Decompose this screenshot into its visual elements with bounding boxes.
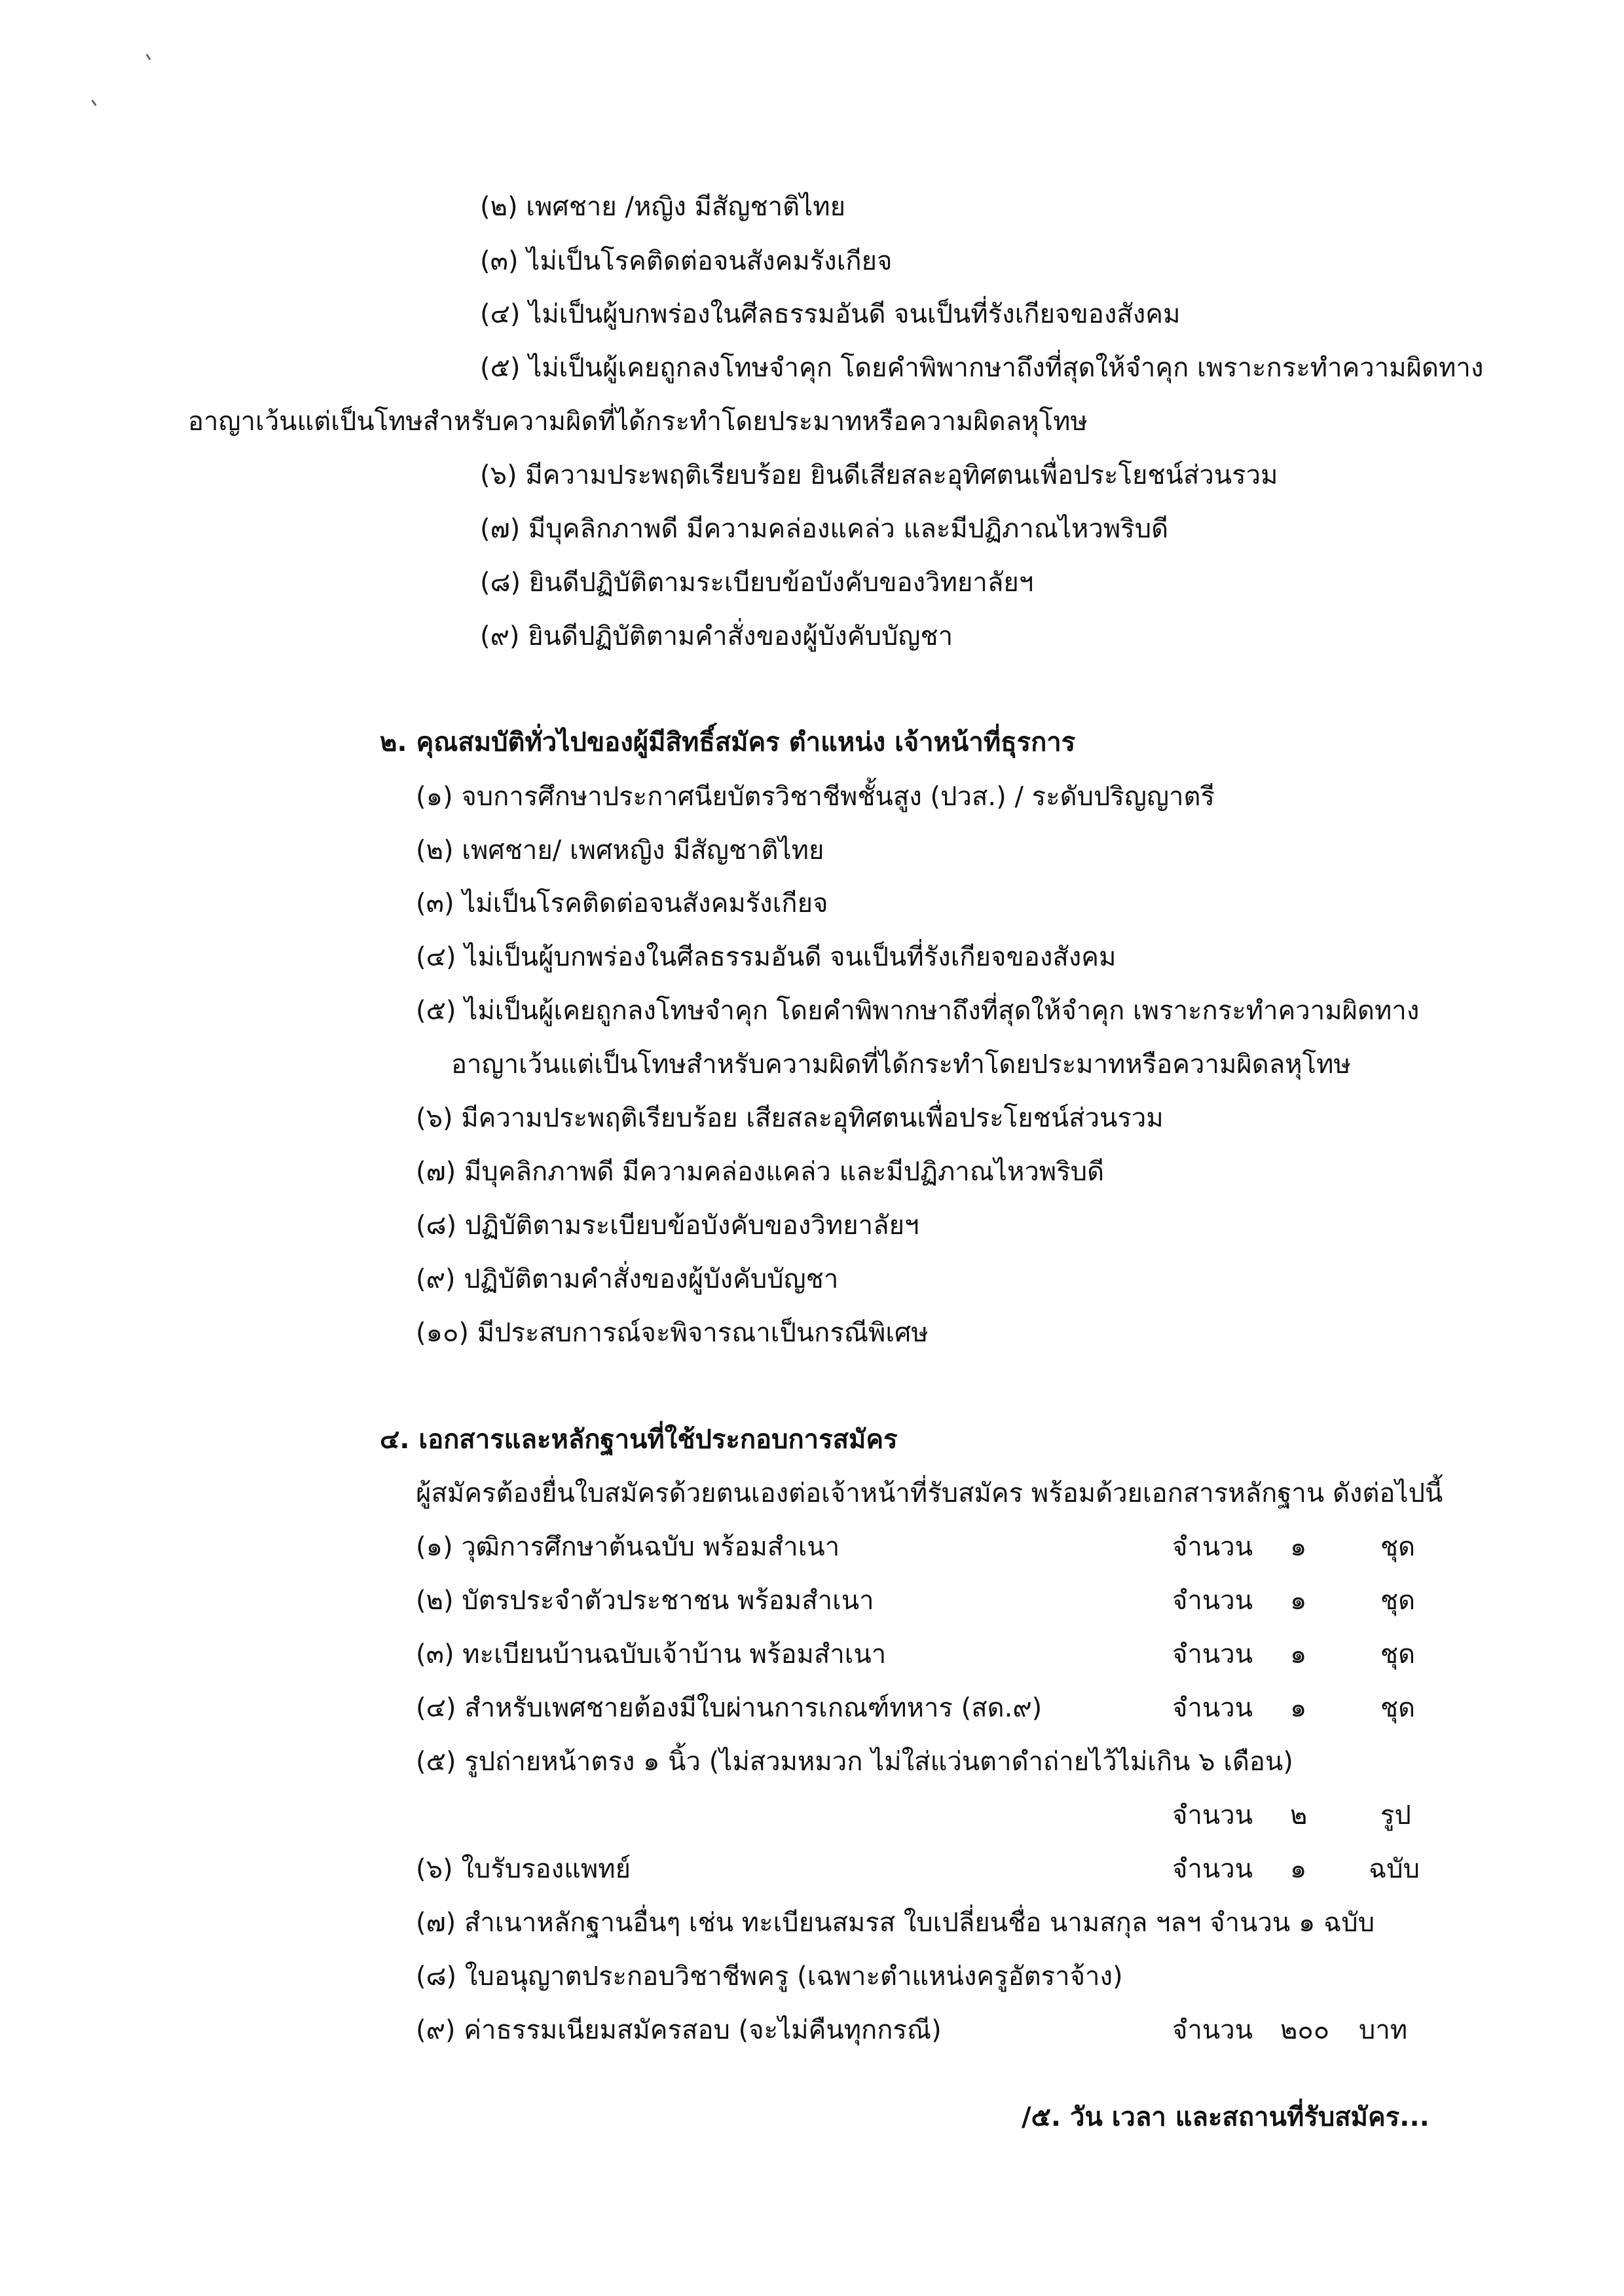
list-item: (๕) ไม่เป็นผู้เคยถูกลงโทษจำคุก โดยคำพิพากษาถึงที่สุดให้จำคุก เพราะกระทำความผิดทาง — [480, 353, 1484, 383]
list-item: (๓) ไม่เป็นโรคติดต่อจนสังคมรังเกียจ — [480, 246, 893, 276]
doc-item: (๓) ทะเบียนบ้านฉบับเจ้าบ้าน พร้อมสำเนา — [416, 1639, 887, 1669]
list-item: อาญาเว้นแต่เป็นโทษสำหรับความผิดที่ได้กระทำโดยประมาทหรือความผิดลหุโทษ — [188, 407, 1088, 437]
doc-item: (๖) ใบรับรองแพทย์ — [416, 1854, 631, 1884]
scan-mark — [145, 54, 151, 60]
section-heading: ๒. คุณสมบัติทั่วไปของผู้มีสิทธิ์สมัคร ตำแหน่ง เจ้าหน้าที่ธุรการ — [380, 727, 1076, 757]
doc-item: (๗) สำเนาหลักฐานอื่นๆ เช่น ทะเบียนสมรส ใบเปลี่ยนชื่อ นามสกุล ฯลฯ จำนวน ๑ ฉบับ — [416, 1908, 1375, 1938]
doc-unit: ฉบับ — [1369, 1854, 1420, 1884]
section-intro: ผู้สมัครต้องยื่นใบสมัครด้วยตนเองต่อเจ้าหน้าที่รับสมัคร พร้อมด้วยเอกสารหลักฐาน ดังต่อไปนี้ — [416, 1478, 1443, 1508]
doc-unit: ชุด — [1380, 1532, 1416, 1562]
list-item: (๖) มีความประพฤติเรียบร้อย เสียสละอุทิศตนเพื่อประโยชน์ส่วนรวม — [416, 1103, 1164, 1133]
list-item: (๘) ปฏิบัติตามระเบียบข้อบังคับของวิทยาลัยฯ — [416, 1211, 919, 1241]
doc-unit: ชุด — [1380, 1693, 1416, 1723]
doc-qty: ๒ — [1290, 1800, 1308, 1831]
doc-item: (๒) บัตรประจำตัวประชาชน พร้อมสำเนา — [416, 1586, 874, 1616]
list-item: (๓) ไม่เป็นโรคติดต่อจนสังคมรังเกียจ — [416, 888, 828, 919]
list-item: (๑) จบการศึกษาประกาศนียบัตรวิชาชีพชั้นสูง (ปวส.) / ระดับปริญญาตรี — [416, 782, 1215, 812]
doc-label: จำนวน — [1172, 1532, 1253, 1562]
list-item: (๒) เพศชาย /หญิง มีสัญชาติไทย — [480, 192, 846, 222]
doc-item: (๕) รูปถ่ายหน้าตรง ๑ นิ้ว (ไม่สวมหมวก ไม่ใส่แว่นตาดำถ่ายไว้ไม่เกิน ๖ เดือน) — [416, 1747, 1293, 1777]
doc-label: จำนวน — [1172, 1800, 1253, 1831]
list-item: (๕) ไม่เป็นผู้เคยถูกลงโทษจำคุก โดยคำพิพากษาถึงที่สุดให้จำคุก เพราะกระทำความผิดทาง — [416, 996, 1420, 1026]
list-item: (๑๐) มีประสบการณ์จะพิจารณาเป็นกรณีพิเศษ — [416, 1318, 929, 1348]
doc-qty: ๑ — [1290, 1586, 1307, 1616]
doc-unit: ชุด — [1380, 1586, 1416, 1616]
doc-label: จำนวน — [1172, 1639, 1253, 1669]
list-item: (๗) มีบุคลิกภาพดี มีความคล่องแคล่ว และมีปฏิภาณไหวพริบดี — [480, 514, 1169, 544]
list-item: อาญาเว้นแต่เป็นโทษสำหรับความผิดที่ได้กระทำโดยประมาทหรือความผิดลหุโทษ — [451, 1049, 1351, 1080]
list-item: (๔) ไม่เป็นผู้บกพร่องในศีลธรรมอันดี จนเป็นที่รังเกียจของสังคม — [416, 942, 1116, 972]
list-item: (๘) ยินดีปฏิบัติตามระเบียบข้อบังคับของวิทยาลัยฯ — [480, 568, 1034, 598]
scan-mark — [91, 100, 96, 106]
doc-qty: ๑ — [1290, 1532, 1307, 1562]
doc-label: จำนวน — [1172, 1693, 1253, 1723]
doc-unit: รูป — [1380, 1800, 1411, 1831]
doc-qty: ๑ — [1290, 1854, 1307, 1884]
continuation-note: /๕. วัน เวลา และสถานที่รับสมัคร... — [1022, 2102, 1430, 2132]
list-item: (๙) ยินดีปฏิบัติตามคำสั่งของผู้บังคับบัญชา — [480, 621, 953, 651]
doc-unit: ชุด — [1380, 1639, 1416, 1669]
list-item: (๖) มีความประพฤติเรียบร้อย ยินดีเสียสละอุทิศตนเพื่อประโยชน์ส่วนรวม — [480, 460, 1278, 490]
doc-qty: ๑ — [1290, 1639, 1307, 1669]
section-heading: ๔. เอกสารและหลักฐานที่ใช้ประกอบการสมัคร — [380, 1425, 898, 1455]
doc-unit: บาท — [1359, 2015, 1408, 2045]
doc-item: (๘) ใบอนุญาตประกอบวิชาชีพครู (เฉพาะตำแหน่งครูอัตราจ้าง) — [416, 1961, 1123, 1992]
doc-item: (๙) ค่าธรรมเนียมสมัครสอบ (จะไม่คืนทุกกรณี) — [416, 2015, 942, 2045]
list-item: (๗) มีบุคลิกภาพดี มีความคล่องแคล่ว และมีปฏิภาณไหวพริบดี — [416, 1157, 1105, 1187]
doc-label: จำนวน — [1172, 1854, 1253, 1884]
list-item: (๙) ปฏิบัติตามคำสั่งของผู้บังคับบัญชา — [416, 1264, 839, 1294]
doc-label: จำนวน — [1172, 1586, 1253, 1616]
doc-label: จำนวน — [1172, 2015, 1253, 2045]
doc-qty: ๒๐๐ — [1280, 2015, 1330, 2045]
doc-item: (๔) สำหรับเพศชายต้องมีใบผ่านการเกณฑ์ทหาร (สด.๙) — [416, 1693, 1043, 1723]
doc-qty: ๑ — [1290, 1693, 1307, 1723]
list-item: (๒) เพศชาย/ เพศหญิง มีสัญชาติไทย — [416, 835, 824, 866]
list-item: (๔) ไม่เป็นผู้บกพร่องในศีลธรรมอันดี จนเป็นที่รังเกียจของสังคม — [480, 299, 1181, 329]
doc-item: (๑) วุฒิการศึกษาต้นฉบับ พร้อมสำเนา — [416, 1532, 840, 1562]
